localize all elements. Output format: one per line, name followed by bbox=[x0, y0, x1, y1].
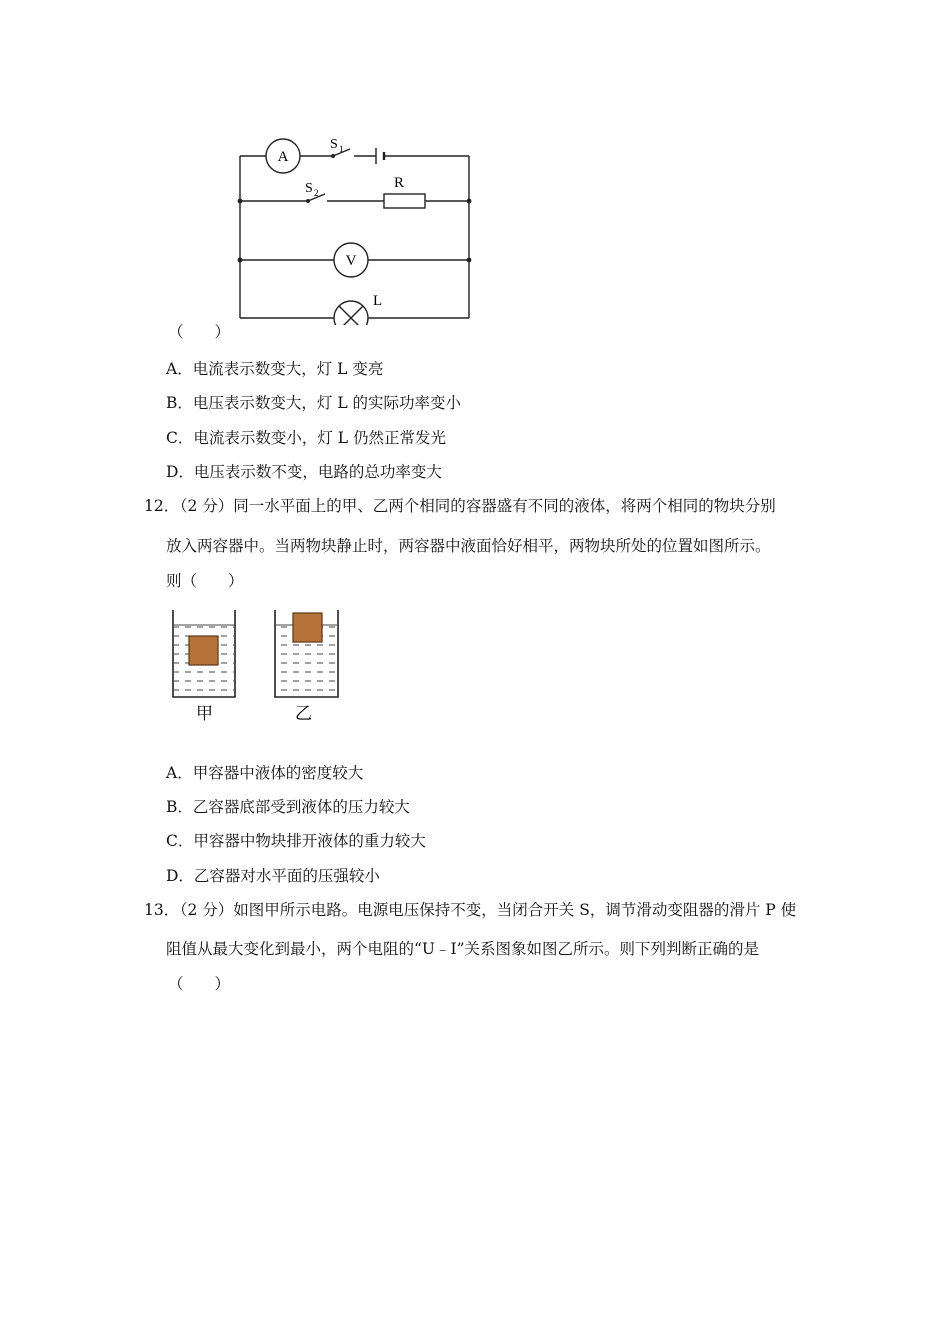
switch2-label: S bbox=[305, 181, 313, 196]
q12-option-a: A．甲容器中液体的密度较大 bbox=[166, 764, 364, 782]
q12-option-b: B．乙容器底部受到液体的压力较大 bbox=[166, 798, 410, 816]
q11-option-d: D．电压表示数不变，电路的总功率变大 bbox=[166, 463, 442, 481]
circuit-diagram bbox=[230, 130, 480, 325]
q13-stem-line1: （2 分）如图甲所示电路。电源电压保持不变，当闭合开关 S，调节滑动变阻器的滑片 P 使 bbox=[172, 901, 797, 919]
q13-number: 13． bbox=[144, 901, 180, 919]
switch1-sub: 1 bbox=[339, 144, 344, 154]
containers-figure bbox=[160, 605, 360, 730]
q11-answer-paren: （ ） bbox=[168, 323, 231, 341]
block-jia bbox=[189, 636, 218, 665]
ammeter-label: A bbox=[277, 149, 289, 165]
q12-number: 12． bbox=[144, 497, 180, 515]
q12-option-c: C．甲容器中物块排开液体的重力较大 bbox=[166, 832, 426, 850]
q13-stem-line3: （ ） bbox=[168, 975, 231, 993]
lamp-label: L bbox=[373, 293, 383, 309]
q11-option-a: A．电流表示数变大，灯 L 变亮 bbox=[166, 360, 384, 378]
label-jia: 甲 bbox=[196, 704, 213, 724]
q11-option-c: C．电流表示数变小，灯 L 仍然正常发光 bbox=[166, 429, 447, 447]
switch1-label: S bbox=[330, 137, 338, 152]
switch2-sub: 2 bbox=[314, 188, 319, 198]
label-yi: 乙 bbox=[295, 704, 312, 724]
voltmeter-label: V bbox=[345, 253, 357, 269]
q12-stem-line1: （2 分）同一水平面上的甲、乙两个相同的容器盛有不同的液体，将两个相同的物块分别 bbox=[172, 497, 776, 515]
resistor-label: R bbox=[394, 175, 405, 191]
q13-stem-line2: 阻值从最大变化到最小，两个电阻的“U﹣I”关系图象如图乙所示。则下列判断正确的是 bbox=[166, 940, 760, 958]
q11-option-b: B．电压表示数变大，灯 L 的实际功率变小 bbox=[166, 394, 462, 412]
q12-stem-line3: 则（ ） bbox=[166, 572, 244, 590]
block-yi bbox=[293, 613, 322, 642]
q12-option-d: D．乙容器对水平面的压强较小 bbox=[166, 867, 380, 885]
q12-stem-line2: 放入两容器中。当两物块静止时，两容器中液面恰好相平，两物块所处的位置如图所示。 bbox=[166, 537, 771, 555]
